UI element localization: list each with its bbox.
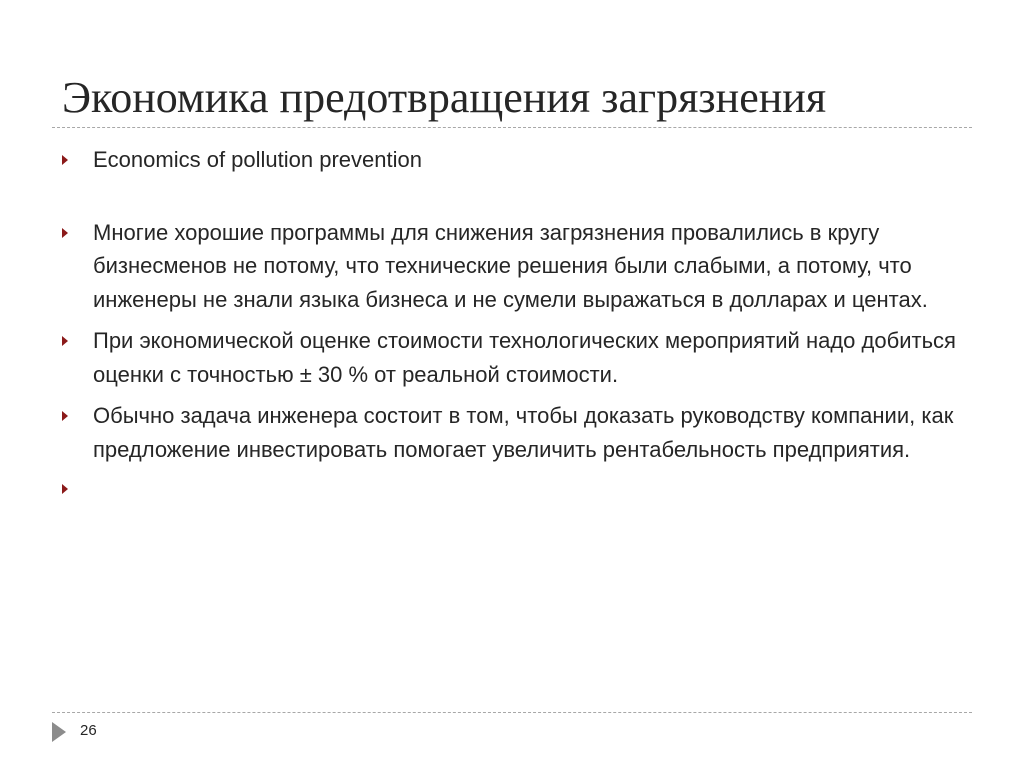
play-triangle-icon[interactable] [52,722,66,742]
bullet-list [60,141,965,505]
footer-divider [52,712,972,713]
bullet-text: При экономической оценке стоимости технологических мероприятий надо добиться оценки с точностью ± 30 % от реальной стоимости. [93,328,956,387]
bullet-arrow-icon [62,228,68,238]
bullet-text: Обычно задача инженера состоит в том, чтобы доказать руководству компании, как предложение инвестировать помогает увеличить рентабельность предприятия. [93,403,954,462]
title-divider [52,127,972,128]
bullet-arrow-icon [62,336,68,346]
bullet-arrow-icon [62,484,68,494]
bullet-text: Многие хорошие программы для снижения загрязнения провалились в кругу бизнесменов не потому, что технические решения были слабыми, а потому, что инженеры не знали языка бизнеса и не сумели выражаться в долларах и центах. [93,219,928,312]
bullet-arrow-icon [62,155,68,165]
slide-title: Экономика предотвращения загрязнения [62,73,827,122]
bullet-arrow-icon [62,411,68,421]
bullet-text: Economics of pollution prevention [93,147,422,172]
bullet-item-empty [60,472,965,505]
page-number: 26 [80,722,97,739]
bullet-item [60,399,965,466]
bullet-item [60,216,965,317]
bullet-item [60,324,965,391]
bullet-item [60,143,965,177]
